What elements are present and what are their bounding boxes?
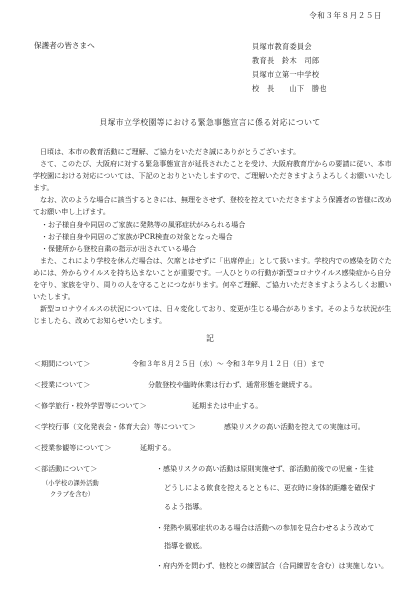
bullet-item: ・お子様自身や同居のご家族に発熱等の風邪症状がみられる場合 [41, 219, 246, 229]
sender-org: 貝塚市教育委員会 [252, 42, 312, 51]
paragraph: なお、次のような場合に該当するときには、無理をさせず、登校を控えていただきますよう保護者の皆様に改めてお願い申し上げます。 [33, 195, 392, 217]
paragraph: 日頃は、本市の教育活動にご理解、ご協力をいただき誠にありがとうございます。 [40, 147, 301, 156]
club-line: どうしによる飲食を控えるとともに、更衣時に身体的距離を確保す [164, 483, 376, 492]
paragraph: さて、このたび、大阪府に対する緊急事態宣言が延長されたことを受け、大阪府教育庁からの要請に従い、本市学校園における対応については、下記のとおりといたしますので、ご理解いただきますようよろしくお願いいたします。 [33, 159, 393, 193]
item-value: 延期または中止する。 [192, 401, 263, 410]
item-label: ＜授業参観等について＞ [34, 443, 112, 452]
club-line: 指導を徹底。 [164, 541, 207, 550]
item-label: ＜期間について＞ [34, 359, 91, 368]
recipient: 保護者の皆さまへ [34, 41, 95, 50]
document-title: 貝塚市立学校園等における緊急事態宣言に係る対応について [99, 118, 321, 127]
item-label: ＜学校行事（文化発表会・体育大会）等について＞ [34, 422, 196, 431]
club-line: ・府内外を問わず、他校との練習試合（合同練習を含む）は実施しない。 [156, 561, 388, 570]
club-line: ・発熱や風邪症状のある場合は活動への参加を見合わせるよう改めて [156, 523, 375, 532]
ki-heading: 記 [206, 334, 214, 343]
paragraph: 新型コロナウイルスの状況については、日々変化しており、変更が生じる場合があります。そのような状況が生じましたら、改めてお知らせいたします。 [33, 304, 392, 326]
body-text [33, 146, 393, 327]
bullet-item: ・お子様自身や同居のご家族がPCR検査の対象となった場合 [41, 231, 233, 241]
sender-school: 貝塚市立第一中学校 [252, 70, 320, 79]
club-subnote: （小学校の課外活動 [42, 480, 99, 487]
item-label: ＜授業について＞ [34, 380, 91, 389]
item-label: ＜部活動について＞ [34, 464, 98, 473]
paragraph: また、これにより学校を休んだ場合は、欠席とはせずに「出席停止」として扱います。学校内での感染を防ぐためには、外からウイルスを持ち込まないことが重要です。一人ひとりの行動が新型コロナウイルス感染症から自分を守り、家族を守り、周りの人を守ることにつながります。何卒ご理解、ご協力いただきますようよろしくお願いいたします。 [33, 255, 392, 302]
club-line: ・感染リスクの高い活動は原則実施せず、部活動前後での児童・生徒 [156, 464, 374, 473]
issue-date: 令和３年８月２５日 [309, 11, 382, 20]
item-label: ＜修学旅行・校外学習等について＞ [34, 401, 147, 410]
item-value: 延期する。 [140, 443, 176, 452]
sender-principal: 校 長 山下 勝也 [252, 84, 327, 93]
club-line: るよう指導。 [164, 502, 207, 511]
bullet-item: ・保健所から登校自粛の指示が出されている場合 [41, 243, 197, 253]
item-value: 分散登校や臨時休業は行わず、通常形態を継続する。 [148, 380, 317, 389]
item-value: 感染リスクの高い活動を控えての実施は可。 [224, 422, 365, 431]
sender-block [252, 40, 327, 96]
club-subnote: クラブを含む） [50, 491, 95, 498]
item-value: 令和３年８月２５日（水）～ 令和３年９月１２日（日）まで [132, 359, 325, 368]
sender-superintendent: 教育長 鈴木 司郎 [252, 56, 320, 65]
